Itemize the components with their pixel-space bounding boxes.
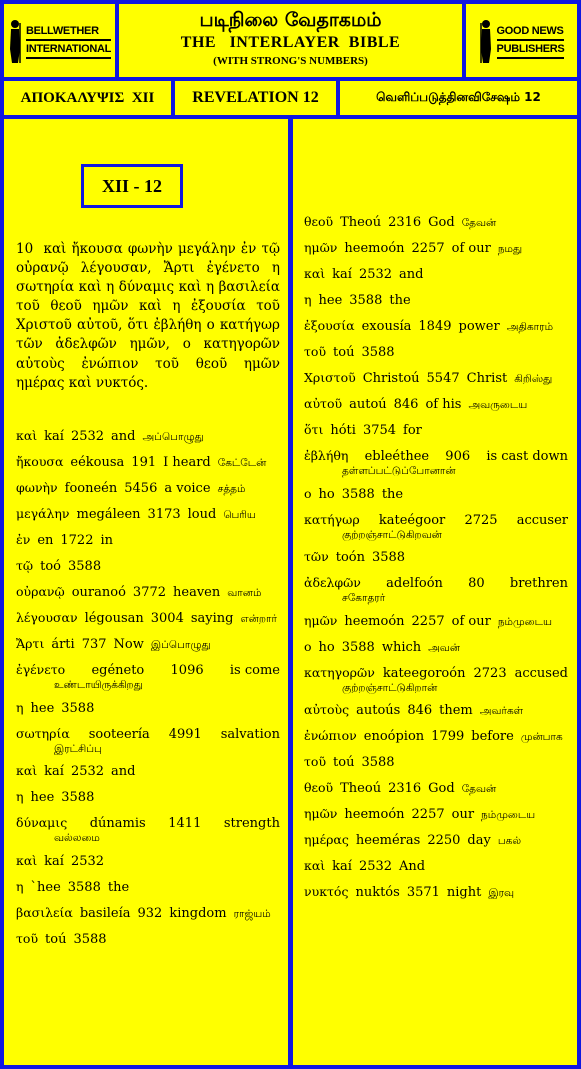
strong-number: 3004 <box>150 611 184 626</box>
logo-right-line2: PUBLISHERS <box>497 41 565 59</box>
transliteration: kateégoor <box>378 512 446 528</box>
transliteration: hee <box>30 790 55 805</box>
chapter-greek: ΑΠΟΚΑΛΥΨΙΣ XII <box>4 81 171 115</box>
strong-number: 846 <box>407 703 433 718</box>
strong-number: 5547 <box>426 371 460 386</box>
transliteration: megáleen <box>76 507 141 522</box>
transliteration: heemoón <box>344 241 405 256</box>
word-entry <box>304 240 568 257</box>
word-entry <box>304 486 568 502</box>
english-gloss: And <box>399 859 426 874</box>
word-entry <box>304 702 568 719</box>
tamil-gloss: சத்தம் <box>217 483 246 495</box>
strong-number: 3588 <box>341 639 375 655</box>
transliteration: kaí <box>332 267 352 282</box>
greek-word: ο <box>304 638 312 654</box>
word-entry <box>304 214 568 231</box>
english-gloss: strength <box>223 816 280 831</box>
greek-word: η <box>16 878 24 894</box>
word-entry <box>16 726 280 757</box>
english-gloss: accused <box>514 665 568 681</box>
strong-number: 932 <box>137 905 163 921</box>
strong-number: 5456 <box>124 481 158 496</box>
strong-number: 2250 <box>427 833 461 848</box>
transliteration: toú <box>333 755 355 770</box>
word-entry <box>304 832 568 849</box>
verse-text-block <box>16 240 280 393</box>
logo-right-line1: GOOD NEWS <box>497 23 565 41</box>
strong-number: 3772 <box>132 585 167 600</box>
tamil-gloss: பகல் <box>497 835 522 847</box>
transliteration: toú <box>45 931 67 947</box>
english-gloss: loud <box>187 507 217 522</box>
tamil-gloss: அவருடைய <box>468 399 528 411</box>
strong-number: 2532 <box>358 267 393 282</box>
chapter-tamil: வெளிப்படுத்தினவிசேஷம் 12 <box>340 81 577 115</box>
strong-number: 846 <box>393 397 419 412</box>
greek-word: σωτηρία <box>16 725 70 741</box>
transliteration: kaí <box>44 764 64 779</box>
greek-word: τοῦ <box>304 754 327 769</box>
word-entry <box>304 613 568 630</box>
tamil-gloss: தள்ளப்பட்டுப்போனான் <box>342 465 456 477</box>
strong-number: 3588 <box>67 879 101 895</box>
transliteration: kaí <box>332 859 352 874</box>
transliteration: enoópion <box>363 729 425 744</box>
strong-number: 1849 <box>418 319 452 334</box>
greek-word: ἐνώπιον <box>304 728 357 743</box>
greek-word: αὐτοῦ <box>304 396 343 411</box>
transliteration: autoús <box>356 703 401 718</box>
english-gloss: and <box>111 429 136 444</box>
tamil-gloss: என்றாா் <box>240 613 279 625</box>
greek-word: ημῶν <box>304 806 338 821</box>
english-gloss: heaven <box>173 585 221 600</box>
greek-word: μεγάλην <box>16 506 70 521</box>
strong-number: 2257 <box>411 613 445 629</box>
english-gloss: them <box>439 703 473 718</box>
transliteration: toó <box>40 559 61 574</box>
strong-number: 2316 <box>388 215 422 230</box>
transliteration: `hee <box>30 879 61 895</box>
english-gloss: brethren <box>509 576 568 591</box>
word-entry <box>16 879 280 895</box>
greek-word: Ἄρτι <box>16 636 45 651</box>
transliteration: hee <box>30 700 55 716</box>
greek-word: νυκτός <box>304 884 349 899</box>
word-entry <box>16 815 280 846</box>
transliteration: Theoú <box>340 215 382 230</box>
tamil-gloss: அவன் <box>428 641 461 654</box>
logo-left-line2: INTERNATIONAL <box>26 41 111 59</box>
word-entry <box>304 884 568 901</box>
logo-left-line1: BELLWETHER <box>26 23 111 41</box>
word-entry <box>16 931 280 947</box>
tamil-gloss: தேவன் <box>461 783 497 795</box>
tamil-gloss: முன்பாக <box>520 731 563 743</box>
word-entry <box>304 448 568 479</box>
greek-word: ημέρας <box>304 832 349 847</box>
greek-word: ἐγένετο <box>16 662 66 677</box>
word-entry <box>16 905 280 922</box>
chapter-label: XII - 12 <box>81 164 183 208</box>
strong-number: 3588 <box>341 486 375 502</box>
strong-number: 2725 <box>464 512 498 528</box>
transliteration: sooteería <box>88 726 150 742</box>
word-entry <box>304 370 568 387</box>
greek-word: οὐρανῷ <box>16 584 65 599</box>
greek-word: ἐν <box>16 532 31 547</box>
english-gloss: power <box>458 319 500 334</box>
word-entry <box>304 806 568 823</box>
strong-number: 4991 <box>168 726 202 742</box>
tamil-gloss: அப்பொழுது <box>142 431 204 443</box>
strong-number: 3173 <box>147 507 181 522</box>
english-gloss: I heard <box>163 455 211 470</box>
transliteration: hee <box>318 293 343 308</box>
transliteration: exousía <box>361 319 412 334</box>
english-gloss: of our <box>451 613 491 629</box>
greek-word: φωνὴν <box>16 480 58 495</box>
page-title: THE INTERLAYER BIBLE <box>180 34 401 51</box>
strong-number: 2257 <box>411 241 445 256</box>
strong-number: 2532 <box>70 429 105 444</box>
strong-number: 3588 <box>361 345 395 360</box>
greek-word: τοῦ <box>16 930 39 946</box>
english-gloss: God <box>428 781 455 796</box>
english-gloss: kingdom <box>169 905 227 921</box>
greek-word: καὶ <box>16 428 38 443</box>
transliteration: egéneto <box>91 663 145 678</box>
transliteration: hóti <box>330 423 356 438</box>
greek-word: θεοῦ <box>304 780 334 795</box>
publisher-logo-right <box>466 4 577 77</box>
english-gloss: a voice <box>164 481 211 496</box>
greek-word: ἐξουσία <box>304 318 355 333</box>
verse-greek: καὶ ἤκουσα φωνὴν μεγάλην ἐν τῷ οὐρανῷ λέγουσαν, Ἄρτι ἐγένετο η σωτηρία καὶ η δύναμις καὶ η βασιλεία τοῦ θεοῦ ημῶν καὶ η ἐξουσία τοῦ Χριστοῦ αὐτοῦ, ὅτι ἐβλήθη ο κατήγωρ τῶν ἀδελφῶν ημῶν, ο κατηγορῶν αὐτοὺς ἐνώπιον τοῦ θεοῦ ημῶν ημέρας καὶ νυκτός. <box>16 241 280 391</box>
strong-number: 3588 <box>61 700 95 716</box>
greek-word: η <box>16 699 24 715</box>
tamil-gloss: கிறிஸ்து <box>514 373 553 385</box>
english-gloss: and <box>111 764 136 779</box>
word-entry <box>304 396 568 413</box>
strong-number: 3571 <box>406 885 440 900</box>
transliteration: heemoón <box>344 807 405 822</box>
english-gloss: night <box>446 885 482 900</box>
transliteration: toón <box>335 550 365 565</box>
word-entry <box>304 575 568 606</box>
strong-number: 80 <box>468 576 485 591</box>
greek-word: κατήγωρ <box>304 511 360 527</box>
strong-number: 3588 <box>349 293 383 308</box>
greek-word: τῷ <box>16 558 34 573</box>
greek-word: τοῦ <box>304 344 327 359</box>
tamil-gloss: பெரிய <box>223 509 256 521</box>
english-gloss: accuser <box>516 512 568 528</box>
greek-word: Χριστοῦ <box>304 370 356 385</box>
transliteration: en <box>37 533 54 548</box>
transliteration: ouranoó <box>71 585 126 600</box>
transliteration: ho <box>318 639 335 655</box>
english-gloss: for <box>403 423 422 438</box>
strong-number: 2723 <box>473 665 507 681</box>
english-gloss: which <box>381 639 422 655</box>
tamil-gloss: அதிகாரம் <box>506 321 554 333</box>
english-gloss: before <box>471 729 514 744</box>
transliteration: ho <box>318 486 335 502</box>
tamil-gloss: கேட்டேன் <box>217 457 267 469</box>
english-gloss: of our <box>451 241 491 256</box>
transliteration: fooneén <box>64 481 118 496</box>
tamil-gloss: குற்றஞ்சாட்டுகிறான் <box>342 681 438 694</box>
english-gloss: salvation <box>220 726 280 742</box>
tamil-gloss: நமது <box>497 243 523 255</box>
tamil-gloss: இரவு <box>488 887 515 899</box>
verse-number: 10 <box>16 241 34 257</box>
transliteration: heeméras <box>355 833 421 848</box>
english-gloss: day <box>467 833 491 848</box>
word-entry <box>304 292 568 308</box>
greek-word: η <box>16 789 24 804</box>
english-gloss: saying <box>190 611 234 626</box>
greek-word: καὶ <box>16 852 38 868</box>
transliteration: nuktós <box>355 885 400 900</box>
greek-word: αὐτοὺς <box>304 702 350 717</box>
greek-word: δύναμις <box>16 815 68 830</box>
shepherd-figure-icon <box>8 19 22 63</box>
greek-word: η <box>304 292 312 307</box>
tamil-gloss: சகோதரர் <box>342 592 386 604</box>
strong-number: 1799 <box>431 729 465 744</box>
greek-word: ημῶν <box>304 240 338 255</box>
english-gloss: Christ <box>466 371 508 386</box>
english-gloss: is come <box>229 663 280 678</box>
transliteration: ebleéthee <box>364 449 430 464</box>
english-gloss: in <box>100 533 114 548</box>
greek-word: καὶ <box>16 763 38 778</box>
transliteration: toú <box>333 345 355 360</box>
word-entry <box>16 662 280 693</box>
word-entry <box>16 636 280 653</box>
tamil-gloss: தேவன் <box>461 217 497 229</box>
greek-word: ἐβλήθη <box>304 448 349 463</box>
english-gloss: of his <box>425 397 462 412</box>
english-gloss: and <box>399 267 424 282</box>
word-entry <box>304 549 568 565</box>
word-entry <box>304 858 568 874</box>
strong-number: 1722 <box>60 533 94 548</box>
word-entry <box>304 728 568 745</box>
strong-number: 1096 <box>170 663 204 678</box>
strong-number: 3754 <box>362 423 397 438</box>
greek-word: τῶν <box>304 549 329 564</box>
word-entry <box>304 344 568 360</box>
word-entry <box>16 584 280 601</box>
strong-number: 191 <box>131 455 157 470</box>
word-entry <box>304 780 568 797</box>
transliteration: Theoú <box>340 781 382 796</box>
tamil-gloss: குற்றஞ்சாட்டுகிறவன் <box>342 528 442 541</box>
strong-number: 2257 <box>411 807 445 822</box>
greek-word: βασιλεία <box>16 904 73 920</box>
word-entry <box>16 853 280 869</box>
transliteration: dúnamis <box>89 816 146 831</box>
greek-word: καὶ <box>304 858 326 873</box>
greek-word: ἀδελφῶν <box>304 575 361 590</box>
tamil-gloss: நம்முடைய <box>481 809 536 821</box>
tamil-gloss: வானம் <box>227 587 262 599</box>
strong-number: 906 <box>445 449 471 464</box>
word-entry <box>16 480 280 497</box>
strong-number: 3588 <box>61 790 95 805</box>
tamil-gloss: இரட்சிப்பு <box>54 742 102 755</box>
english-gloss: God <box>428 215 455 230</box>
word-entry <box>16 532 280 548</box>
english-gloss: the <box>381 486 404 502</box>
title-tamil: படிநிலை வேதாகமம் <box>199 9 382 31</box>
transliteration: árti <box>51 637 75 652</box>
transliteration: eékousa <box>70 455 125 470</box>
transliteration: adelfoón <box>386 576 443 591</box>
word-entry <box>304 318 568 335</box>
strong-number: 3588 <box>68 559 102 574</box>
greek-word: καὶ <box>304 266 326 281</box>
word-entry <box>16 454 280 471</box>
greek-word: θεοῦ <box>304 214 334 229</box>
greek-word: ἤκουσα <box>16 454 64 469</box>
word-entry <box>304 266 568 282</box>
word-entry <box>16 789 280 805</box>
tamil-gloss: ராஜ்யம் <box>233 907 271 920</box>
transliteration: basileía <box>79 905 131 921</box>
word-entry <box>16 763 280 779</box>
greek-word: ημῶν <box>304 612 338 628</box>
tamil-gloss: வல்லமை <box>54 832 100 844</box>
english-gloss: the <box>107 879 130 895</box>
word-entry <box>16 700 280 716</box>
english-gloss: our <box>451 807 475 822</box>
strong-number: 1411 <box>168 816 202 831</box>
page-subtitle: (WITH STRONG'S NUMBERS) <box>213 55 368 67</box>
word-entry <box>16 558 280 574</box>
strong-number: 2532 <box>358 859 393 874</box>
transliteration: kaí <box>44 853 64 869</box>
english-gloss: Now <box>113 637 144 652</box>
transliteration: kaí <box>44 429 64 444</box>
transliteration: kateegoroón <box>382 665 466 681</box>
greek-word: λέγουσαν <box>16 610 78 625</box>
publisher-logo-left <box>4 4 115 77</box>
greek-word: κατηγορῶν <box>304 664 375 680</box>
word-entry <box>304 422 568 438</box>
transliteration: heemoón <box>344 613 405 629</box>
word-entry <box>16 506 280 523</box>
word-entry <box>16 428 280 445</box>
word-entry <box>304 665 568 696</box>
tamil-gloss: நம்முடைய <box>497 615 552 628</box>
word-entry <box>304 639 568 656</box>
tamil-gloss: அவர்கள் <box>479 705 524 717</box>
transliteration: Christoú <box>362 371 420 386</box>
title-panel <box>119 4 462 77</box>
shepherd-figure-icon <box>479 19 493 63</box>
english-gloss: the <box>389 293 411 308</box>
chapter-english: REVELATION 12 <box>175 81 336 115</box>
transliteration: autoú <box>349 397 387 412</box>
tamil-gloss: உண்டாயிருக்கிறது <box>54 679 143 691</box>
greek-word: ὅτι <box>304 422 324 437</box>
strong-number: 3588 <box>371 550 406 565</box>
word-entry <box>304 512 568 543</box>
strong-number: 2532 <box>70 764 105 779</box>
tamil-gloss: இப்பொழுது <box>150 639 211 651</box>
transliteration: légousan <box>84 611 144 626</box>
word-entry <box>16 610 280 627</box>
word-entry <box>304 754 568 770</box>
strong-number: 3588 <box>361 755 395 770</box>
strong-number: 737 <box>81 637 107 652</box>
strong-number: 2532 <box>70 853 105 869</box>
strong-number: 2316 <box>388 781 422 796</box>
strong-number: 3588 <box>73 931 107 947</box>
english-gloss: is cast down <box>486 449 568 464</box>
greek-word: ο <box>304 485 312 501</box>
